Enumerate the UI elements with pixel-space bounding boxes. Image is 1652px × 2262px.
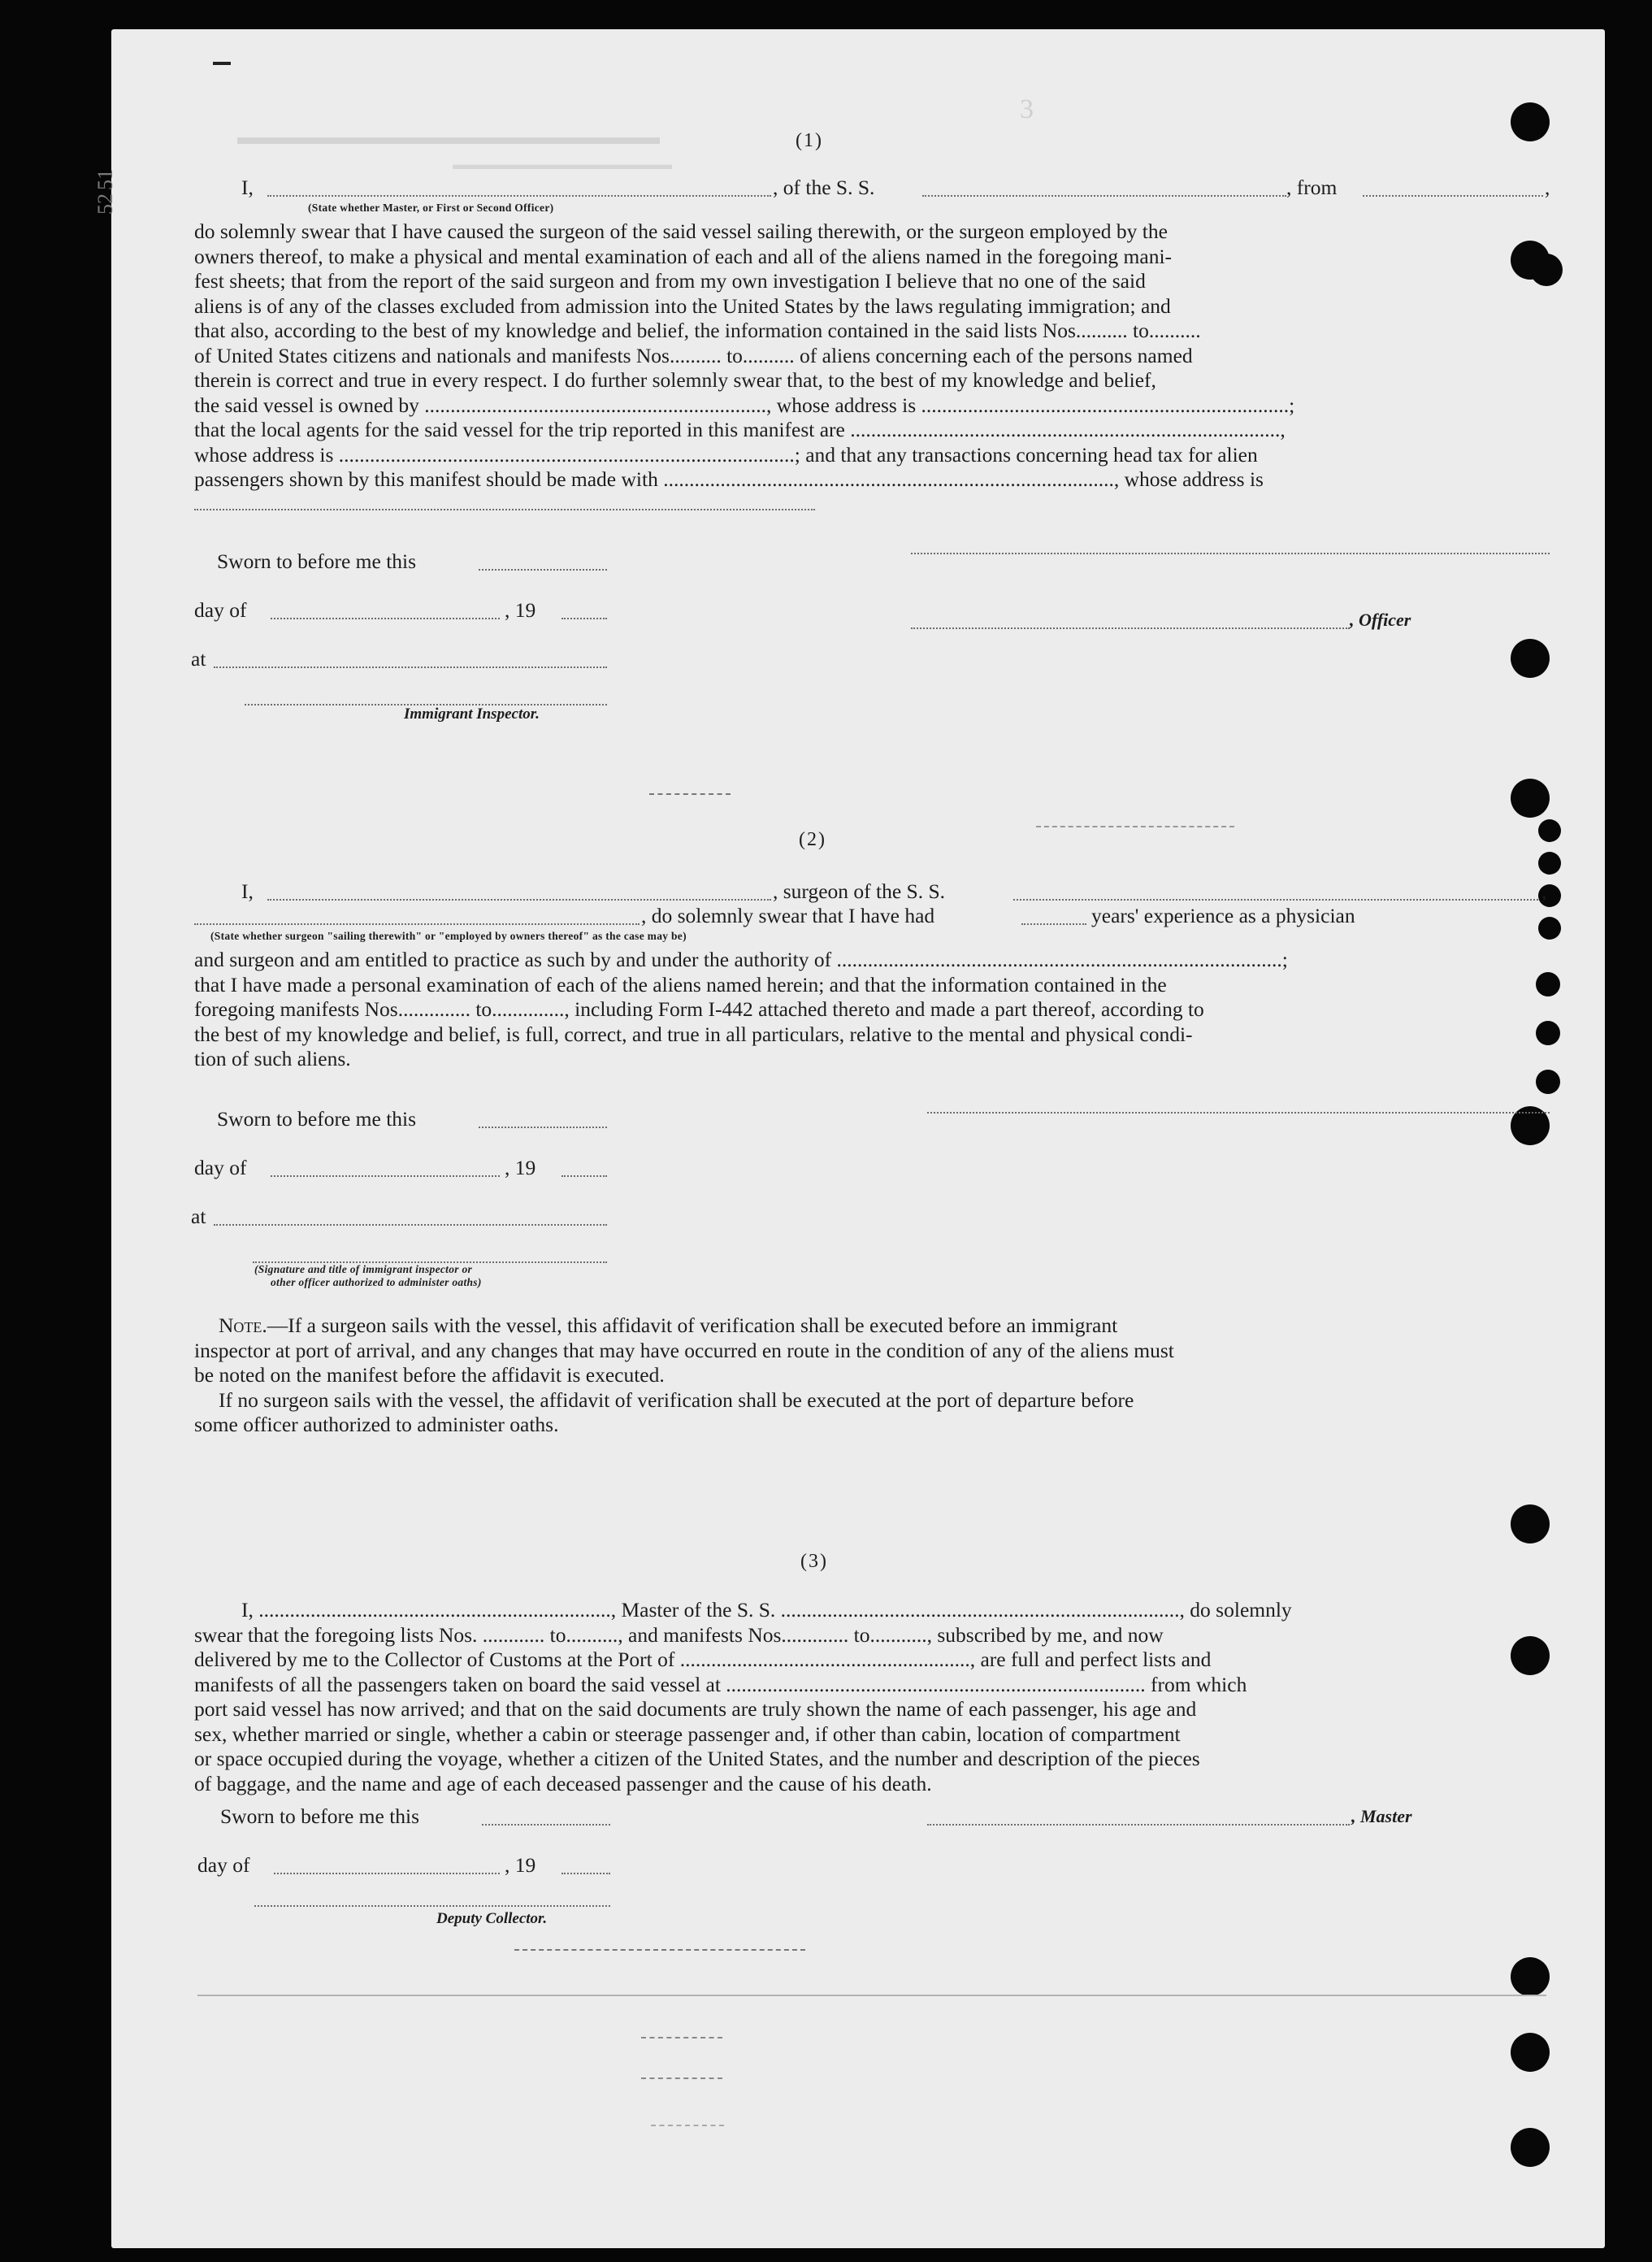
oath-line: delivered by me to the Collector of Customs at the Port of ........................................................, are full and perfect lists and — [194, 1648, 1212, 1671]
stray-mark — [1036, 826, 1234, 827]
oath-line: of United States citizens and nationals and manifests Nos.......... to.......... of aliens concerning each of the persons named — [194, 343, 1193, 367]
oath-line: aliens is of any of the classes excluded from admission into the United States by the laws regulating immigration; and — [194, 293, 1171, 318]
officer-label: , Officer — [1350, 610, 1411, 630]
section-2-line1-i: I, — [241, 879, 254, 903]
note-line: some officer authorized to administer oaths. — [194, 1413, 559, 1436]
oath-line: of baggage, and the name and age of each deceased passenger and the cause of his death. — [194, 1771, 932, 1795]
officer-signature-line[interactable] — [911, 553, 1550, 554]
bleed-through-mark: ▬▬▬▬▬▬▬▬▬▬▬▬▬▬▬ — [453, 156, 672, 172]
stray-mark — [514, 1949, 805, 1951]
day-of-label: day of — [194, 598, 247, 622]
oath-line: sex, whether married or single, whether a cabin or steerage passenger and, if other than cabin, location of compartment — [194, 1721, 1181, 1746]
year-label: , 19 — [505, 598, 536, 622]
month-field[interactable] — [271, 1175, 500, 1177]
sworn-label: Sworn to before me this — [217, 549, 417, 573]
agent-address-field[interactable] — [194, 509, 815, 510]
note-line: inspector at port of arrival, and any changes that may have occurred en route in the condition of any of the aliens must — [194, 1338, 1174, 1362]
year-field[interactable] — [562, 618, 607, 619]
signature-caption-2: other officer authorized to administer oaths) — [271, 1276, 482, 1288]
oath-line: or space occupied during the voyage, whether a citizen of the United States, and the number and description of the pieces — [194, 1747, 1200, 1770]
section-2-caption: (State whether surgeon "sailing therewith" or "employed by owners thereof" as the case may be) — [210, 930, 687, 942]
section-2-surgeon-of: , surgeon of the S. S. — [773, 879, 946, 903]
stray-mark — [649, 793, 731, 795]
binder-hole — [1511, 2128, 1550, 2167]
binder-hole — [1511, 2033, 1550, 2072]
section-1-title: (1) — [796, 130, 823, 151]
binder-hole — [1530, 254, 1563, 286]
month-field[interactable] — [274, 1873, 500, 1874]
stray-mark — [641, 2077, 722, 2079]
month-field[interactable] — [271, 618, 500, 619]
section-1-oath-of-vessel: , of the S. S. — [773, 176, 875, 199]
binder-hole — [1536, 1021, 1560, 1045]
binder-hole — [1511, 102, 1550, 141]
corner-mark — [213, 62, 231, 65]
binder-hole — [1536, 1070, 1560, 1094]
deputy-collector-label: Deputy Collector. — [436, 1910, 548, 1927]
master-signature-line[interactable] — [927, 1824, 1350, 1826]
at-label: at — [191, 647, 206, 671]
sworn-day-field[interactable] — [482, 1824, 610, 1826]
binder-hole — [1538, 852, 1561, 875]
binder-hole — [1511, 1636, 1550, 1675]
years-experience-field[interactable] — [1021, 923, 1086, 925]
page-divider — [197, 1995, 1546, 1996]
binder-hole — [1538, 917, 1561, 940]
note-label: Note. — [219, 1313, 267, 1337]
section-2-comma: , — [1541, 879, 1547, 903]
section-3-oath-text — [194, 1598, 1292, 1796]
note-line: be noted on the manifest before the affidavit is executed. — [194, 1363, 665, 1387]
oath-line: that I have made a personal examination of each of the aliens named herein; and that the information contained in the — [194, 972, 1167, 996]
surgeon-vessel-field[interactable] — [1013, 899, 1538, 901]
oath-line: I, ...................................................................., Master of the S. S. ............................................................................., do solemnly — [241, 1598, 1292, 1622]
binder-hole — [1511, 779, 1550, 818]
section-1-oath-text — [194, 219, 1294, 493]
sworn-day-field[interactable] — [479, 1127, 607, 1128]
stray-mark — [651, 2125, 724, 2126]
note-line: If no surgeon sails with the vessel, the affidavit of verification shall be executed at the port of departure before — [219, 1387, 1134, 1412]
oath-line: owners thereof, to make a physical and mental examination of each and all of the aliens named in the foregoing mani- — [194, 244, 1173, 268]
section-1-oath-line1-i: I, — [241, 176, 254, 199]
officer-title-field[interactable] — [911, 627, 1350, 629]
section-1-caption: (State whether Master, or First or Second Officer) — [308, 202, 554, 214]
note-line: —If a surgeon sails with the vessel, this affidavit of verification shall be executed before an immigrant — [267, 1313, 1118, 1337]
side-mark: 51 — [93, 169, 117, 190]
oath-line: and surgeon and am entitled to practice as such by and under the authority of ......................................................................................; — [194, 948, 1288, 971]
manifest-sheet — [93, 29, 1605, 2248]
sworn-label: Sworn to before me this — [217, 1107, 417, 1131]
place-field[interactable] — [214, 666, 607, 668]
binder-hole — [1511, 1957, 1550, 1996]
master-label: , Master — [1351, 1806, 1412, 1826]
day-of-label: day of — [197, 1853, 250, 1877]
year-field[interactable] — [562, 1175, 607, 1177]
page-stamp: 3 — [1020, 94, 1034, 124]
section-2-years-experience: years' experience as a physician — [1091, 904, 1355, 927]
place-field[interactable] — [214, 1224, 607, 1226]
oath-line: that also, according to the best of my knowledge and belief, the information contained in the said lists Nos.......... to.......... — [194, 319, 1201, 342]
officer-name-field[interactable] — [267, 195, 771, 197]
oath-line: swear that the foregoing lists Nos. ............ to.........., and manifests Nos............. to..........., subscribed by me, and now — [194, 1622, 1164, 1647]
section-1-oath-comma: , — [1545, 176, 1550, 199]
year-field[interactable] — [562, 1873, 610, 1874]
section-2-oath-text — [194, 948, 1288, 1072]
surgeon-name-field[interactable] — [267, 899, 771, 901]
bleed-through-mark: ▬▬▬▬▬▬▬▬▬▬▬▬▬▬▬▬▬▬▬▬ — [237, 125, 660, 149]
section-2-title: (2) — [799, 829, 826, 850]
signature-caption-1: (Signature and title of immigrant inspector or — [254, 1263, 473, 1275]
section-1-oath-from: , from — [1286, 176, 1338, 199]
at-label: at — [191, 1205, 206, 1228]
oath-line: therein is correct and true in every respect. I do further solemnly swear that, to the best of my knowledge and belief, — [194, 368, 1156, 392]
section-2-solemnly: , do solemnly swear that I have had — [641, 904, 935, 927]
inspector-label: Immigrant Inspector. — [404, 706, 540, 723]
year-label: , 19 — [505, 1853, 536, 1877]
stray-mark — [641, 2037, 722, 2038]
vessel-name-field[interactable] — [922, 195, 1286, 197]
day-of-label: day of — [194, 1156, 247, 1179]
oath-line: passengers shown by this manifest should be made with ......................................................................................., whose address is — [194, 467, 1264, 491]
oath-line: port said vessel has now arrived; and that on the said documents are truly shown the name of each passenger, his age and — [194, 1697, 1197, 1721]
surgeon-type-field[interactable] — [194, 923, 640, 925]
year-label: , 19 — [505, 1156, 536, 1179]
sworn-day-field[interactable] — [479, 569, 607, 571]
binder-hole — [1511, 639, 1550, 678]
sworn-label: Sworn to before me this — [220, 1804, 420, 1828]
oath-line: the said vessel is owned by .................................................................., whose address is .......................................................................; — [194, 393, 1295, 417]
binder-hole — [1511, 1504, 1550, 1543]
departure-port-field[interactable] — [1363, 195, 1543, 197]
oath-line: that the local agents for the said vessel for the trip reported in this manifest are ..................................................................................., — [194, 418, 1286, 441]
oath-line: foregoing manifests Nos.............. to.............., including Form I-442 attached thereto and made a part thereof, according to — [194, 997, 1204, 1021]
binder-hole — [1538, 819, 1561, 842]
section-2-note — [194, 1313, 1174, 1438]
binder-hole — [1536, 972, 1560, 996]
deputy-signature-line[interactable] — [254, 1905, 610, 1907]
surgeon-signature-line[interactable] — [927, 1112, 1550, 1114]
side-mark: 52 — [93, 193, 117, 215]
oath-line: do solemnly swear that I have caused the surgeon of the said vessel sailing therewith, or the surgeon employed by the — [194, 219, 1168, 243]
oath-line: tion of such aliens. — [194, 1047, 351, 1070]
oath-line: fest sheets; that from the report of the said surgeon and from my own investigation I believe that no one of the said — [194, 269, 1146, 293]
oath-line: manifests of all the passengers taken on board the said vessel at ................................................................................. from which — [194, 1672, 1247, 1696]
oath-line: whose address is ........................................................................................; and that any transactions concerning head tax for alien — [194, 442, 1258, 467]
oath-line: the best of my knowledge and belief, is full, correct, and true in all particulars, relative to the mental and physical condi- — [194, 1022, 1193, 1046]
section-3-title: (3) — [800, 1551, 828, 1572]
